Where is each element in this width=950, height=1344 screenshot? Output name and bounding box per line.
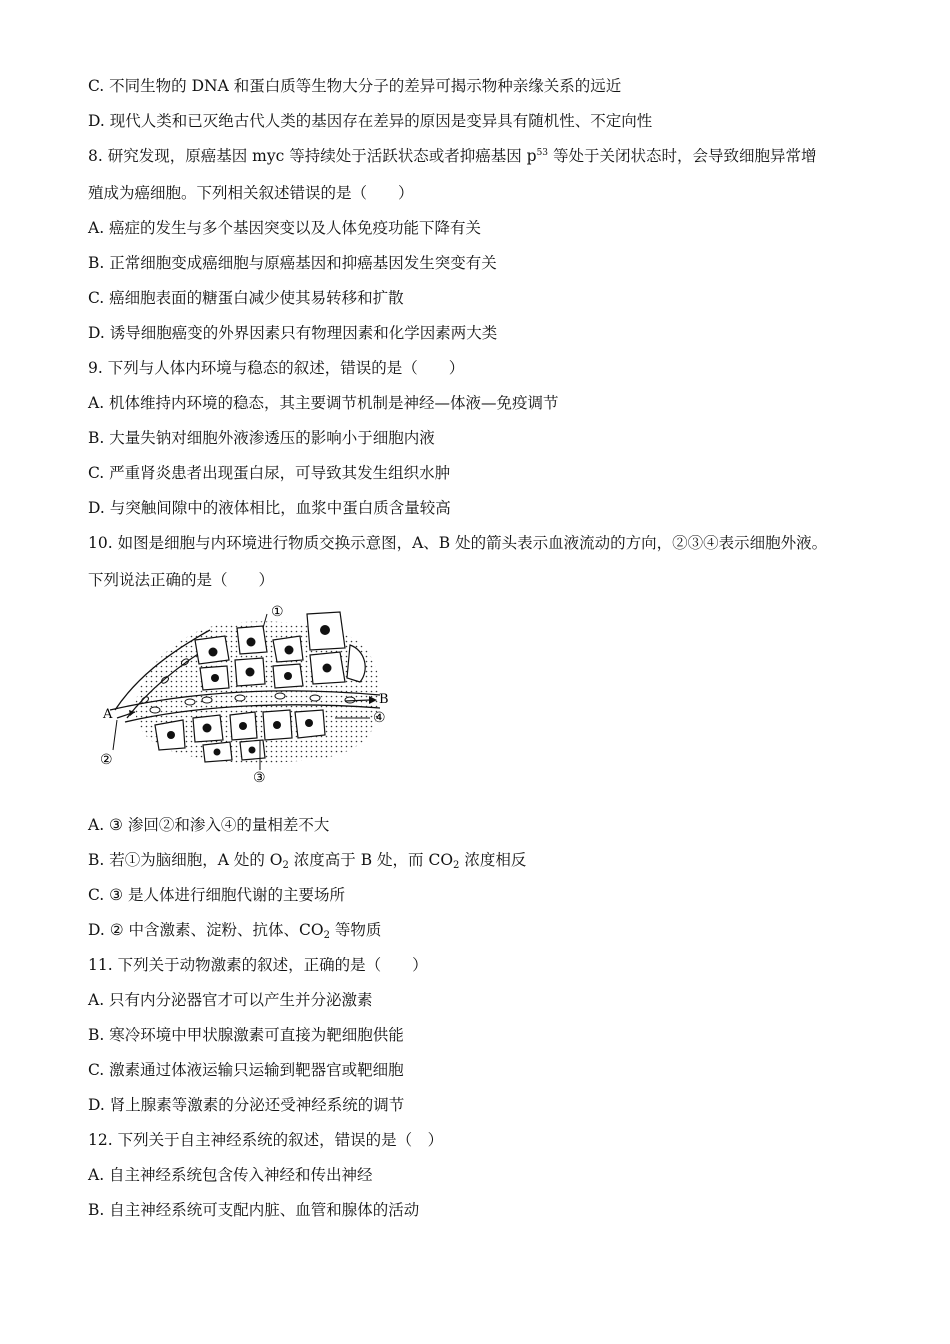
- q8-stem-part-a: 8. 研究发现，原癌基因 myc 等持续处于活跃状态或者抑癌基因 p: [88, 147, 537, 165]
- q9-option-b: B. 大量失钠对细胞外液渗透压的影响小于细胞内液: [88, 429, 435, 447]
- q8-stem-superscript: 53: [536, 148, 549, 158]
- q11-option-a: A. 只有内分泌器官才可以产生并分泌激素: [88, 991, 373, 1009]
- q11-option-c: C. 激素通过体液运输只运输到靶器官或靶细胞: [88, 1061, 404, 1079]
- q10-option-b-part-b: 浓度高于 B 处，而 CO: [288, 851, 454, 869]
- q8-stem-part-b: 等处于关闭状态时，会导致细胞异常增: [548, 147, 817, 165]
- q8-stem-line2: 殖成为癌细胞。下列相关叙述错误的是（ ）: [88, 184, 414, 202]
- q12-option-a: A. 自主神经系统包含传入神经和传出神经: [88, 1166, 373, 1184]
- q10-option-b-part-a: B. 若①为脑细胞，A 处的 O: [88, 851, 283, 869]
- label-a: A: [103, 707, 113, 722]
- q11-option-d: D. 肾上腺素等激素的分泌还受神经系统的调节: [88, 1096, 405, 1114]
- q9-option-c: C. 严重肾炎患者出现蛋白尿，可导致其发生组织水肿: [88, 464, 451, 482]
- q9-option-d: D. 与突触间隙中的液体相比，血浆中蛋白质含量较高: [88, 499, 451, 517]
- q9-stem: 9. 下列与人体内环境与稳态的叙述，错误的是（ ）: [88, 359, 465, 377]
- q10-option-d: [88, 920, 381, 940]
- q12-option-b: B. 自主神经系统可支配内脏、血管和腺体的活动: [88, 1201, 420, 1219]
- label-3: ③: [253, 770, 266, 786]
- q10-stem-line1: 10. 如图是细胞与内环境进行物质交换示意图，A、B 处的箭头表示血液流动的方向，②③④表示细胞外液。: [88, 534, 828, 552]
- q8-option-d: D. 诱导细胞癌变的外界因素只有物理因素和化学因素两大类: [88, 324, 498, 342]
- q10-option-d-part-a: D. ② 中含激素、淀粉、抗体、CO: [88, 921, 324, 939]
- q8-option-c: C. 癌细胞表面的糖蛋白减少使其易转移和扩散: [88, 289, 404, 307]
- q9-option-a: A. 机体维持内环境的稳态，其主要调节机制是神经—体液—免疫调节: [88, 394, 559, 412]
- q10-option-c: C. ③ 是人体进行细胞代谢的主要场所: [88, 886, 345, 904]
- q7-option-d: D. 现代人类和已灭绝古代人类的基因存在差异的原因是变异具有随机性、不定向性: [88, 112, 653, 130]
- q10-stem-line2: 下列说法正确的是（ ）: [88, 571, 275, 589]
- q10-option-b-part-c: 浓度相反: [459, 851, 527, 869]
- label-4: ④: [373, 710, 386, 726]
- label-2: ②: [100, 752, 113, 768]
- q10-option-d-sub: 2: [323, 930, 330, 941]
- q8-option-b: B. 正常细胞变成癌细胞与原癌基因和抑癌基因发生突变有关: [88, 254, 497, 272]
- q8-stem-line1: [88, 146, 816, 166]
- q10-option-a: A. ③ 渗回②和渗入④的量相差不大: [88, 816, 330, 834]
- tissue-exchange-diagram: [95, 600, 395, 790]
- q10-option-b-sub2: 2: [453, 860, 460, 871]
- label-b: B: [379, 692, 389, 707]
- q10-option-b-sub1: 2: [282, 860, 289, 871]
- q10-option-d-part-b: 等物质: [330, 921, 382, 939]
- q10-option-b: [88, 850, 526, 870]
- q7-option-c: C. 不同生物的 DNA 和蛋白质等生物大分子的差异可揭示物种亲缘关系的远近: [88, 77, 622, 95]
- q11-stem: 11. 下列关于动物激素的叙述，正确的是（ ）: [88, 956, 428, 974]
- q12-stem: 12. 下列关于自主神经系统的叙述，错误的是（ ）: [88, 1131, 444, 1149]
- label-1: ①: [271, 604, 284, 620]
- q8-option-a: A. 癌症的发生与多个基因突变以及人体免疫功能下降有关: [88, 219, 482, 237]
- q11-option-b: B. 寒冷环境中甲状腺激素可直接为靶细胞供能: [88, 1026, 404, 1044]
